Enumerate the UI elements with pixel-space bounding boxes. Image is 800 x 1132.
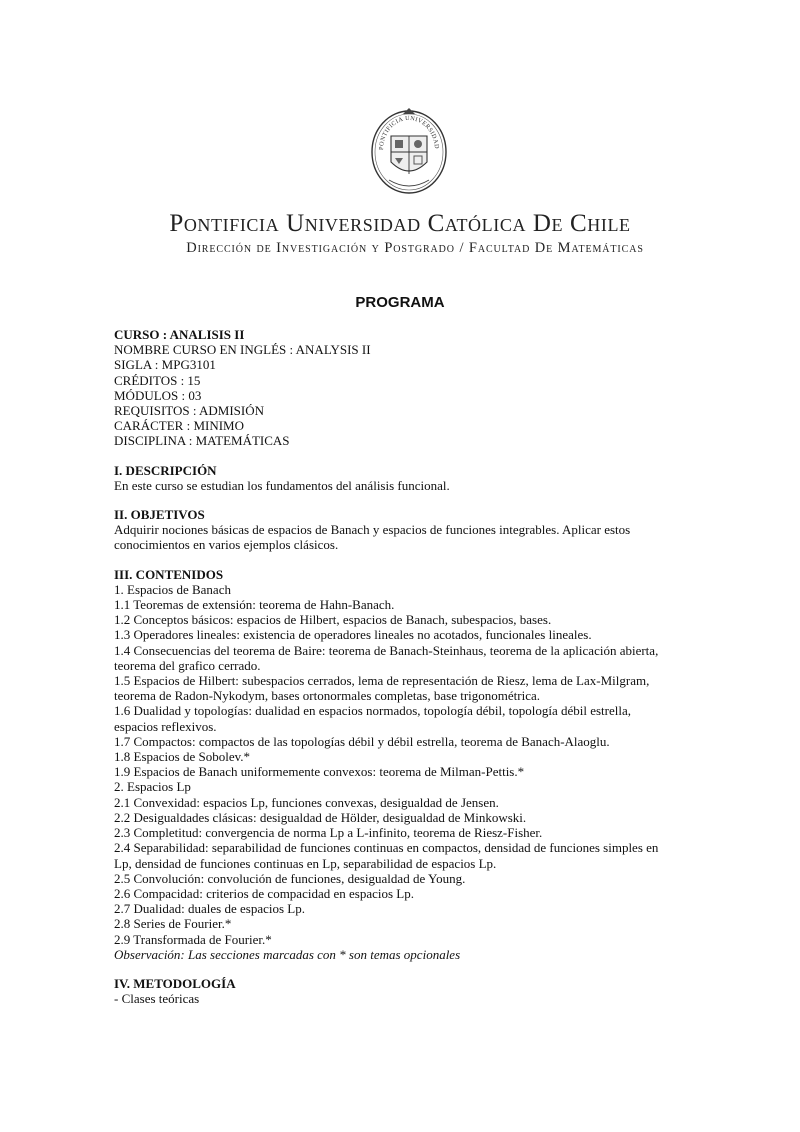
university-seal-logo (369, 100, 449, 196)
list-item: 2.9 Transformada de Fourier.* (114, 931, 272, 947)
descripcion-text: En este curso se estudian los fundamentos del análisis funcional. (114, 477, 450, 493)
university-name: Pontificia Universidad Católica De Chile (169, 210, 631, 237)
list-item: 2.1 Convexidad: espacios Lp, funciones convexas, desigualdad de Jensen. (114, 794, 499, 810)
objetivos-text: Adquirir nociones básicas de espacios de Banach y espacios de funciones integrables. Aplicar estos conocimientos en varios ejemplos clásicos. (114, 522, 631, 553)
list-item: 2.7 Dualidad: duales de espacios Lp. (114, 901, 305, 917)
course-code: SIGLA : MPG3101 (114, 357, 216, 373)
list-item: 2.4 Separabilidad: separabilidad de funciones continuas en compactos, densidad de funciones simples en Lp, densidad de funciones continuas en Lp, separabilidad de espacios Lp. (114, 840, 659, 871)
list-item: 1.4 Consecuencias del teorema de Baire: teorema de Banach-Steinhaus, teorema de la aplicación abierta, teorema del grafico cerrado. (114, 642, 659, 673)
list-item: 1.2 Conceptos básicos: espacios de Hilbert, espacios de Banach, subespacios, bases. (114, 612, 552, 628)
section-heading-metodologia: IV. METODOLOGÍA (114, 975, 236, 991)
list-item: 2.3 Completitud: convergencia de norma Lp a L-infinito, teorema de Riesz-Fisher. (114, 825, 543, 841)
list-item: 1.7 Compactos: compactos de las topologías débil y débil estrella, teorema de Banach-Alaoglu. (114, 733, 610, 749)
list-item: 2.6 Compacidad: criterios de compacidad en espacios Lp. (114, 885, 414, 901)
list-item: 2.2 Desigualdades clásicas: desigualdad de Hölder, desigualdad de Minkowski. (114, 809, 527, 825)
list-item: 1.5 Espacios de Hilbert: subespacios cerrados, lema de representación de Riesz, lema de Lax-Milgram, teorema de Radon-Nykodym, bases ortonormales completas, base trigonométrica. (114, 673, 650, 704)
document-body (114, 327, 674, 1006)
list-item: 1.1 Teoremas de extensión: teorema de Hahn-Banach. (114, 597, 395, 613)
department-name: Dirección de Investigación y Postgrado / Facultad De Matemáticas (186, 240, 644, 256)
section-heading-objetivos: II. OBJETIVOS (114, 507, 205, 523)
document-title: PROGRAMA (355, 294, 445, 311)
course-character: CARÁCTER : MINIMO (114, 418, 245, 434)
course-modules: MÓDULOS : 03 (114, 387, 202, 403)
section-heading-descripcion: I. DESCRIPCIÓN (114, 462, 217, 478)
contenidos-note: Observación: Las secciones marcadas con * son temas opcionales (114, 946, 461, 962)
course-name: CURSO : ANALISIS II (114, 327, 245, 342)
list-item: - Clases teóricas (114, 991, 200, 1007)
list-item: 1.3 Operadores lineales: existencia de operadores lineales no acotados, funcionales lineales. (114, 627, 592, 643)
contenidos-list (114, 582, 674, 947)
seal-text: PONTIFICIA UNIVERSIDAD (377, 114, 441, 151)
course-discipline: DISCIPLINA : MATEMÁTICAS (114, 433, 290, 449)
list-item: 2.5 Convolución: convolución de funciones, desigualdad de Young. (114, 870, 466, 886)
course-requirements: REQUISITOS : ADMISIÓN (114, 403, 264, 419)
section-heading-contenidos: III. CONTENIDOS (114, 566, 224, 582)
course-credits: CRÉDITOS : 15 (114, 372, 201, 388)
course-english-name: NOMBRE CURSO EN INGLÉS : ANALYSIS II (114, 342, 371, 358)
list-item: 2. Espacios Lp (114, 779, 191, 795)
list-item: 1.8 Espacios de Sobolev.* (114, 749, 250, 765)
list-item: 1.9 Espacios de Banach uniformemente convexos: teorema de Milman-Pettis.* (114, 764, 525, 780)
list-item: 1.6 Dualidad y topologías: dualidad en espacios normados, topología débil, topología débil estrella, espacios reflexivos. (114, 703, 632, 734)
list-item: 2.8 Series de Fourier.* (114, 916, 232, 932)
metodologia-list (114, 991, 674, 1006)
list-item: 1. Espacios de Banach (114, 581, 231, 597)
